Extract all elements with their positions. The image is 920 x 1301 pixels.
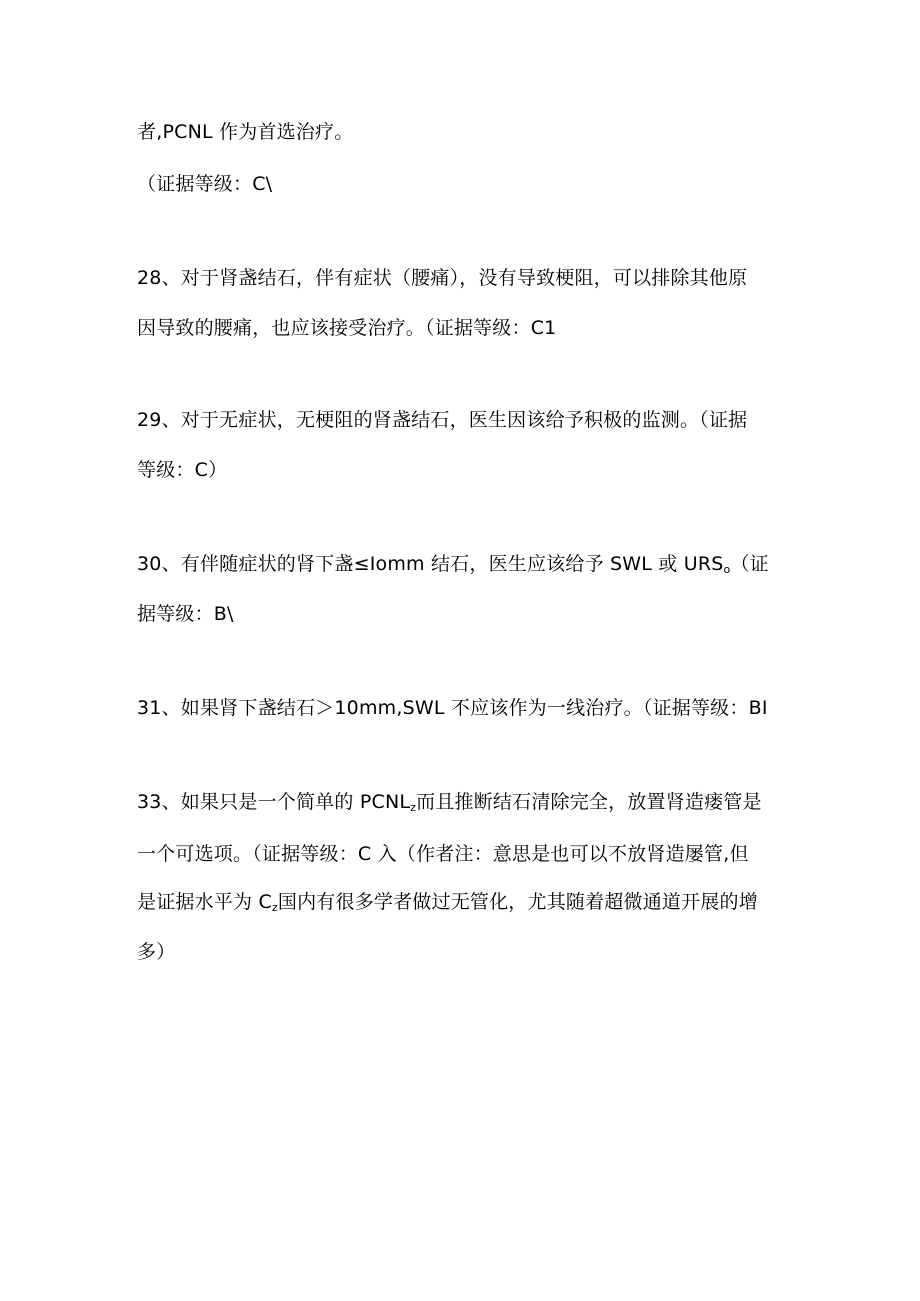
item-30-subscript: o [723, 563, 731, 576]
item-30-line-1-main: 30、有伴随症状的肾下盏≤Iomm 结石，医生应该给予 SWL 或 URS [137, 553, 724, 575]
item-28-line-1: 28、对于肾盏结石，伴有症状（腰痛），没有导致梗阻，可以排除其他原 [137, 267, 748, 289]
item-33-line-1-tail: 而且推断结石清除完全，放置肾造瘘管是 [416, 791, 762, 813]
item-29-line-1: 29、对于无症状，无梗阻的肾盏结石，医生因该给予积极的监测。（证据 [137, 409, 748, 431]
item-33-line-1-main: 33、如果只是一个简单的 PCNL [137, 791, 411, 813]
item-31-line-1: 31、如果肾下盏结石＞10mm,SWL 不应该作为一线治疗。（证据等级：BI [137, 697, 768, 719]
item-33-line-1 [137, 790, 797, 820]
item-33-line-4: 多） [137, 941, 176, 963]
item-33-line-3-main: 是证据水平为 C [137, 891, 272, 913]
item-30-line-2: 据等级：B\ [137, 603, 234, 625]
text-line-evidence-level-c: （证据等级：C\ [137, 173, 273, 195]
item-33-line-3-tail: 国内有很多学者做过无管化，尤其随着超微通道开展的增 [277, 891, 758, 913]
item-29-line-2: 等级：C） [137, 459, 228, 481]
item-30-line-1 [137, 552, 797, 582]
item-30-line-1-tail: （证 [730, 553, 769, 575]
text-line-pcnl-first-choice: 者,PCNL 作为首选治疗。 [137, 121, 354, 143]
item-33-line-3 [137, 890, 797, 920]
item-33-subscript-1: z [410, 801, 417, 814]
item-33-subscript-2: z [271, 901, 278, 914]
item-28-line-2: 因导致的腰痛，也应该接受治疗。（证据等级：C1 [137, 317, 557, 339]
item-33-line-2: 一个可选项。（证据等级：C 入（作者注：意思是也可以不放肾造屡管,但 [137, 843, 749, 865]
